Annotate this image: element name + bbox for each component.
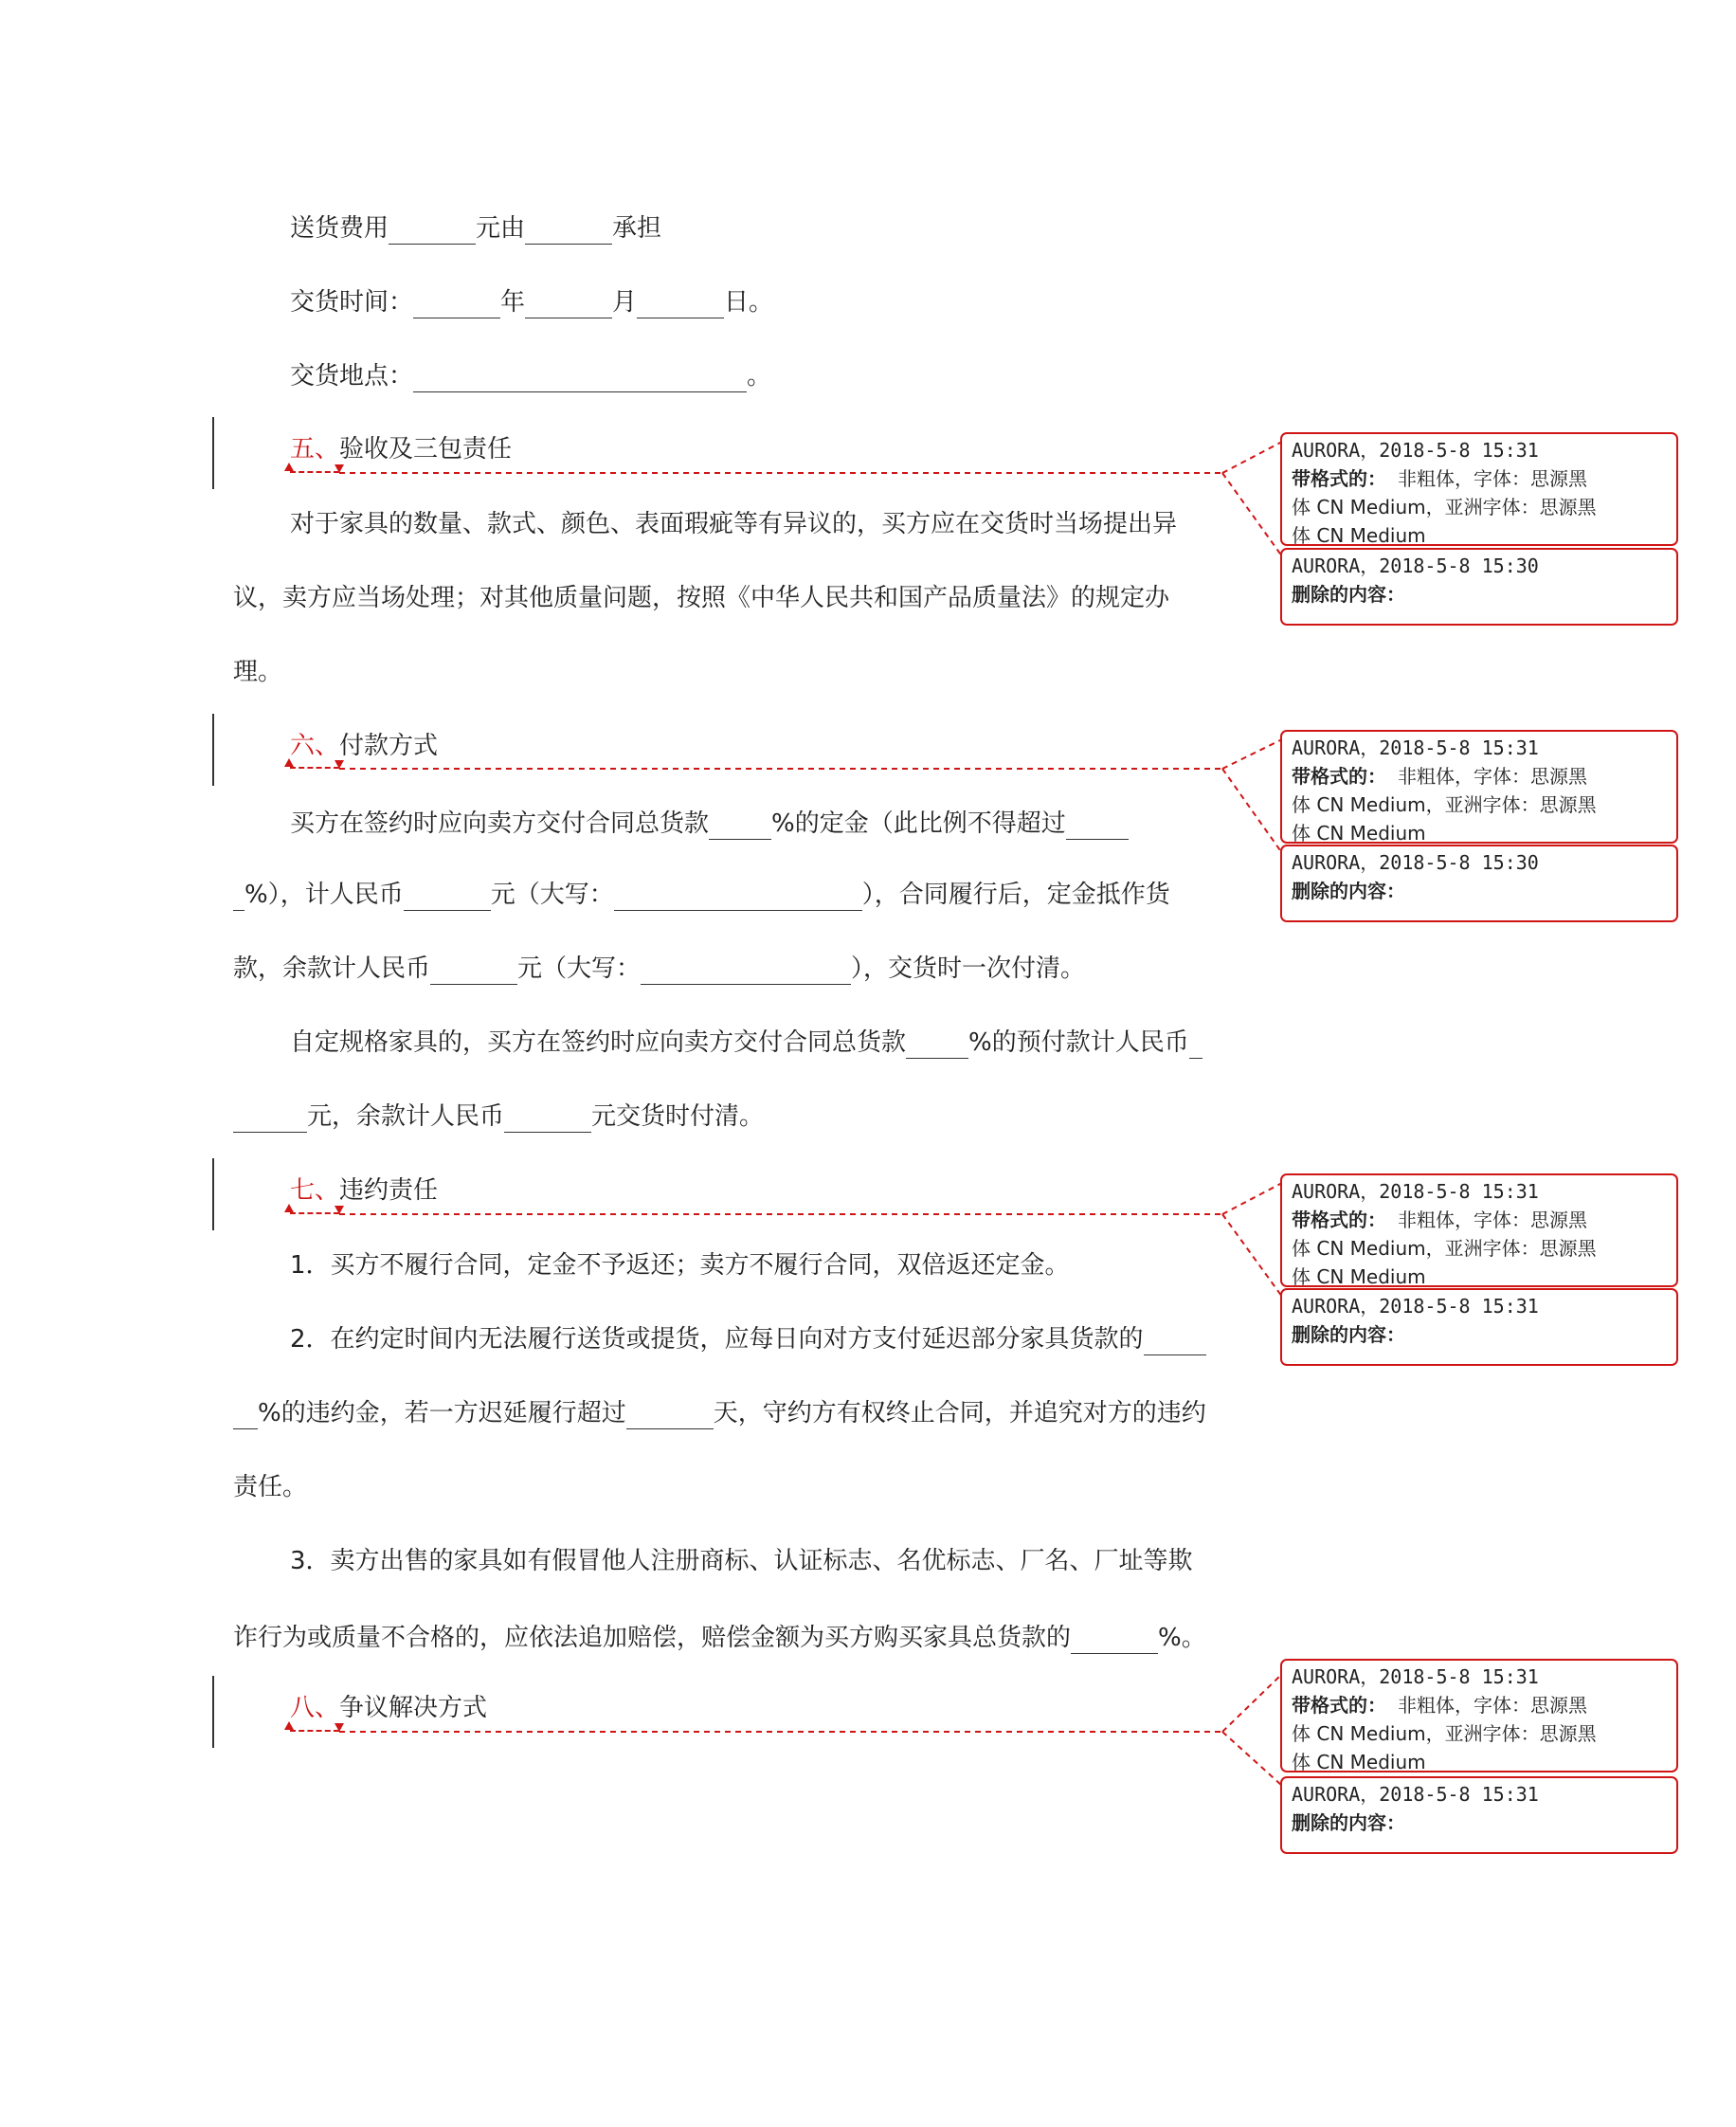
paragraph: 1．买方不履行合同，定金不予返还；卖方不履行合同，双倍返还定金。 (290, 1251, 1070, 1280)
section-number: 五、 (290, 435, 340, 464)
paragraph: %），计人民币 元（大写： ），合同履行后，定金抵作货 (233, 879, 1170, 911)
delivery-time-line: 交货时间： 年 月 日。 (290, 288, 774, 317)
comment-balloon-format[interactable]: AURORA，2018-5-8 15:31 带格式的： 非粗体，字体：思源黑 体 CN Medium，亚洲字体：思源黑 体 CN Medium (1280, 730, 1678, 844)
comment-balloon-deleted[interactable]: AURORA，2018-5-8 15:31 删除的内容： (1280, 1776, 1678, 1854)
paragraph: 元，余款计人民币 元交货时付清。 (233, 1100, 764, 1133)
section-number: 八、 (290, 1694, 340, 1722)
section-number: 七、 (290, 1176, 340, 1205)
paragraph: 对于家具的数量、款式、颜色、表面瑕疵等有异议的，买方应在交货时当场提出异 (290, 510, 1178, 538)
comment-balloon-deleted[interactable]: AURORA，2018-5-8 15:30 删除的内容： (1280, 548, 1678, 626)
section-title: 验收及三包责任 (339, 435, 513, 464)
paragraph: 诈行为或质量不合格的，应依法追加赔偿，赔偿金额为买方购买家具总货款的 %。 (233, 1624, 1206, 1652)
delivery-fee-line: 送货费用 元由 承担 (290, 214, 662, 243)
paragraph: 自定规格家具的，买方在签约时应向卖方交付合同总货款 %的预付款计人民币 (290, 1027, 1203, 1059)
comment-balloon-format[interactable]: AURORA，2018-5-8 15:31 带格式的： 非粗体，字体：思源黑 体 CN Medium，亚洲字体：思源黑 体 CN Medium (1280, 1173, 1678, 1287)
paragraph: 议，卖方应当场处理；对其他质量问题，按照《中华人民共和国产品质量法》的规定办 (233, 584, 1170, 612)
section-title: 违约责任 (339, 1176, 439, 1205)
section-number: 六、 (290, 732, 340, 760)
comment-balloon-deleted[interactable]: AURORA，2018-5-8 15:31 删除的内容： (1280, 1288, 1678, 1366)
paragraph: 理。 (233, 658, 283, 686)
paragraph: 2．在约定时间内无法履行送货或提货，应每日向对方支付延迟部分家具货款的 (290, 1323, 1206, 1355)
paragraph: 买方在签约时应向卖方交付合同总货款 %的定金（此比例不得超过 (290, 808, 1129, 840)
paragraph: %的违约金，若一方迟延履行超过 天，守约方有权终止合同，并追究对方的违约 (233, 1397, 1206, 1429)
comment-balloon-format[interactable]: AURORA，2018-5-8 15:31 带格式的： 非粗体，字体：思源黑 体 CN Medium，亚洲字体：思源黑 体 CN Medium (1280, 432, 1678, 546)
paragraph: 3．卖方出售的家具如有假冒他人注册商标、认证标志、名优标志、厂名、厂址等欺 (290, 1547, 1193, 1575)
paragraph: 款，余款计人民币 元（大写： ），交货时一次付清。 (233, 954, 1086, 983)
section-title: 付款方式 (339, 732, 439, 760)
paragraph: 责任。 (233, 1473, 308, 1501)
comment-balloon-format[interactable]: AURORA，2018-5-8 15:31 带格式的： 非粗体，字体：思源黑 体 CN Medium，亚洲字体：思源黑 体 CN Medium (1280, 1659, 1678, 1772)
comment-balloon-deleted[interactable]: AURORA，2018-5-8 15:30 删除的内容： (1280, 845, 1678, 922)
section-title: 争议解决方式 (339, 1694, 488, 1722)
delivery-place-line: 交货地点： 。 (290, 362, 772, 391)
